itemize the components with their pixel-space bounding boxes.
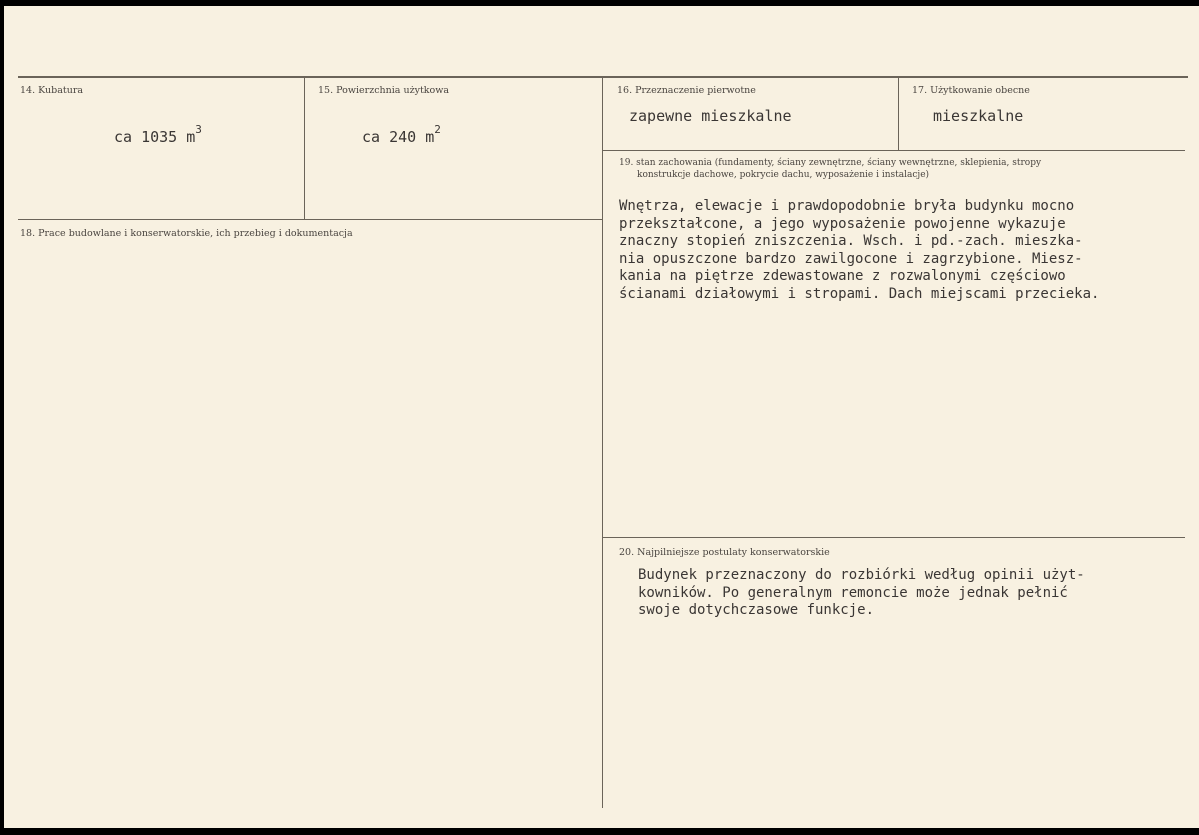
divider-14-15 <box>304 78 305 219</box>
area-unit-exponent: 2 <box>434 123 441 136</box>
postulate-line: swoje dotychczasowe funkcje. <box>638 602 875 618</box>
cubature-unit: m <box>186 128 196 146</box>
divider-16-17 <box>898 78 899 150</box>
area-value: ca 240 <box>362 128 417 146</box>
condition-line: nia opuszczone bardzo zawilgocone i zagrzybione. Miesz- <box>619 250 1083 267</box>
area-unit: m <box>425 128 435 146</box>
field-17-value: mieszkalne <box>933 107 1024 125</box>
field-15-value <box>362 123 441 146</box>
field-19-text <box>619 198 1099 303</box>
field-20-text <box>638 567 1085 620</box>
record-card <box>4 6 1199 828</box>
center-divider <box>602 78 603 808</box>
condition-line: znaczny stopień zniszczenia. Wsch. i pd.-zach. mieszka- <box>619 233 1083 249</box>
field-17-label: 17. Użytkowanie obecne <box>912 85 1030 96</box>
field-15-label: 15. Powierzchnia użytkowa <box>318 85 450 96</box>
field-20-label: 20. Najpilniejsze postulaty konserwatorskie <box>619 547 830 558</box>
field-19-label-line2: konstrukcje dachowe, pokrycie dachu, wyposażenie i instalacje) <box>637 170 930 180</box>
postulate-line: Budynek przeznaczony do rozbiórki według opinii użyt- <box>638 567 1085 583</box>
postulate-line: kowników. Po generalnym remoncie może jednak pełnić <box>638 584 1068 601</box>
rule-right-19 <box>603 150 1185 151</box>
condition-line: przekształcone, a jego wyposażenie powojenne wykazuje <box>619 215 1066 232</box>
field-14-value <box>114 123 202 146</box>
field-16-value: zapewne mieszkalne <box>629 107 792 125</box>
top-rule <box>18 76 1188 78</box>
cubature-unit-exponent: 3 <box>195 123 202 136</box>
cubature-value: ca 1035 <box>114 128 178 146</box>
field-16-label: 16. Przeznaczenie pierwotne <box>617 85 756 96</box>
condition-line: ścianami działowymi i stropami. Dach miejscami przecieka. <box>619 285 1100 302</box>
field-19-label-line1: 19. stan zachowania (fundamenty, ściany zewnętrzne, ściany wewnętrzne, sklepienia, stropy <box>619 158 1042 168</box>
rule-right-20 <box>603 537 1185 538</box>
rule-left-18 <box>18 219 603 220</box>
condition-line: kania na piętrze zdewastowane z rozwalonymi częściowo <box>619 268 1066 284</box>
field-18-label: 18. Prace budowlane i konserwatorskie, ich przebieg i dokumentacja <box>20 228 353 239</box>
condition-line: Wnętrza, elewacje i prawdopodobnie bryła budynku mocno <box>619 198 1075 214</box>
field-14-label: 14. Kubatura <box>20 85 84 96</box>
